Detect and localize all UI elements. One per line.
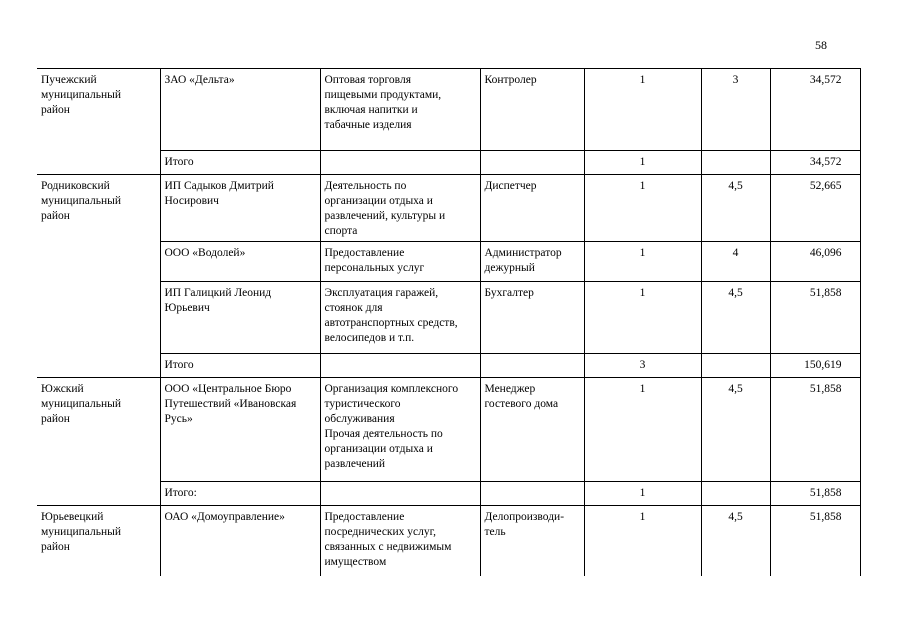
- position-cell: [480, 69, 584, 151]
- count-cell: 1: [584, 242, 701, 282]
- table-row: [37, 69, 860, 151]
- cell-line: обслуживания: [324, 413, 395, 425]
- position-cell: [480, 506, 584, 576]
- rate-cell: [701, 354, 770, 378]
- rate-cell: 4,5: [701, 175, 770, 242]
- district-cell: [37, 506, 160, 576]
- cell-line: Менеджер: [484, 383, 536, 395]
- count-cell: 1: [584, 69, 701, 151]
- cell-line: Путешествий «Ивановская: [164, 398, 297, 410]
- cell-line: район: [41, 104, 70, 116]
- cell-line: Администратор: [484, 247, 562, 259]
- cell-line: тель: [484, 526, 506, 538]
- cell-line: Предоставление: [324, 511, 405, 523]
- count-cell: 1: [584, 378, 701, 482]
- table-row: [37, 151, 860, 175]
- cell-line: район: [41, 210, 70, 222]
- rate-cell: 4,5: [701, 506, 770, 576]
- cell-line: ИП Садыков Дмитрий: [164, 180, 274, 192]
- cell-line: муниципальный: [41, 398, 122, 410]
- cell-line: ЗАО «Дельта»: [164, 74, 235, 86]
- cell-line: дежурный: [484, 262, 535, 274]
- district-cell: [37, 378, 160, 482]
- cell-line: Русь»: [164, 413, 193, 425]
- page-number: 58: [815, 38, 827, 52]
- cell-line: гостевого дома: [484, 398, 559, 410]
- cell-line: Эксплуатация гаражей,: [324, 287, 439, 299]
- cell-line: муниципальный: [41, 195, 122, 207]
- cell-line: Южский: [41, 383, 84, 395]
- cell-line: персональных услуг: [324, 262, 425, 274]
- cell-line: стоянок для: [324, 302, 383, 314]
- cell-line: Предоставление: [324, 247, 405, 259]
- rate-cell: 4,5: [701, 282, 770, 354]
- cell-line: связанных с недвижимым: [324, 541, 452, 553]
- activity-cell: [320, 69, 480, 151]
- district-cell: [37, 354, 160, 378]
- cell-line: Организация комплексного: [324, 383, 459, 395]
- count-cell: 1: [584, 482, 701, 506]
- position-cell: [480, 482, 584, 506]
- organization-cell: [160, 151, 320, 175]
- activity-cell: [320, 482, 480, 506]
- vacancy-table: [37, 68, 861, 576]
- cell-line: табачные изделия: [324, 119, 412, 131]
- position-cell: [480, 175, 584, 242]
- position-cell: [480, 354, 584, 378]
- sum-cell: 34,572: [770, 69, 860, 151]
- table-row: [37, 482, 860, 506]
- district-cell: [37, 69, 160, 151]
- cell-line: ООО «Центральное Бюро: [164, 383, 292, 395]
- district-cell: [37, 242, 160, 282]
- count-cell: 1: [584, 151, 701, 175]
- district-cell: [37, 482, 160, 506]
- cell-line: автотранспортных средств,: [324, 317, 458, 329]
- organization-cell: [160, 69, 320, 151]
- cell-line: пищевыми продуктами,: [324, 89, 442, 101]
- table-row: [37, 242, 860, 282]
- district-cell: [37, 175, 160, 242]
- cell-line: развлечений: [324, 458, 386, 470]
- cell-line: ООО «Водолей»: [164, 247, 246, 259]
- sum-cell: 46,096: [770, 242, 860, 282]
- cell-line: Контролер: [484, 74, 537, 86]
- cell-line: муниципальный: [41, 89, 122, 101]
- sum-cell: 150,619: [770, 354, 860, 378]
- position-cell: [480, 151, 584, 175]
- table-row: [37, 354, 860, 378]
- count-cell: 1: [584, 175, 701, 242]
- rate-cell: 3: [701, 69, 770, 151]
- rate-cell: 4: [701, 242, 770, 282]
- position-cell: [480, 242, 584, 282]
- cell-line: муниципальный: [41, 526, 122, 538]
- count-cell: 1: [584, 506, 701, 576]
- cell-line: организации отдыха и: [324, 195, 433, 207]
- rate-cell: [701, 482, 770, 506]
- cell-line: Деятельность по: [324, 180, 407, 192]
- cell-line: район: [41, 541, 70, 553]
- sum-cell: 51,858: [770, 378, 860, 482]
- cell-line: Оптовая торговля: [324, 74, 411, 86]
- cell-line: Юрьевецкий: [41, 511, 104, 523]
- cell-line: туристического: [324, 398, 401, 410]
- sum-cell: 51,858: [770, 282, 860, 354]
- organization-cell: [160, 242, 320, 282]
- cell-line: Делопроизводи-: [484, 511, 565, 523]
- sum-cell: 51,858: [770, 482, 860, 506]
- cell-line: Итого:: [164, 487, 197, 499]
- count-cell: 1: [584, 282, 701, 354]
- organization-cell: [160, 282, 320, 354]
- cell-line: Пучежский: [41, 74, 97, 86]
- cell-line: ОАО «Домоуправление»: [164, 511, 285, 523]
- district-cell: [37, 151, 160, 175]
- activity-cell: [320, 242, 480, 282]
- cell-line: Диспетчер: [484, 180, 537, 192]
- table-row: [37, 506, 860, 576]
- cell-line: ИП Галицкий Леонид: [164, 287, 272, 299]
- cell-line: имуществом: [324, 556, 387, 568]
- cell-line: спорта: [324, 225, 358, 237]
- cell-line: посреднических услуг,: [324, 526, 436, 538]
- cell-line: организации отдыха и: [324, 443, 433, 455]
- sum-cell: 52,665: [770, 175, 860, 242]
- activity-cell: [320, 378, 480, 482]
- cell-line: Юрьевич: [164, 302, 210, 314]
- cell-line: Итого: [164, 156, 194, 168]
- cell-line: Носирович: [164, 195, 219, 207]
- position-cell: [480, 282, 584, 354]
- rate-cell: [701, 151, 770, 175]
- sum-cell: 51,858: [770, 506, 860, 576]
- organization-cell: [160, 354, 320, 378]
- organization-cell: [160, 175, 320, 242]
- activity-cell: [320, 175, 480, 242]
- activity-cell: [320, 151, 480, 175]
- cell-line: велосипедов и т.п.: [324, 332, 415, 344]
- rate-cell: 4,5: [701, 378, 770, 482]
- table-row: [37, 378, 860, 482]
- cell-line: развлечений, культуры и: [324, 210, 446, 222]
- organization-cell: [160, 506, 320, 576]
- table-row: [37, 282, 860, 354]
- cell-line: район: [41, 413, 70, 425]
- sum-cell: 34,572: [770, 151, 860, 175]
- count-cell: 3: [584, 354, 701, 378]
- activity-cell: [320, 282, 480, 354]
- cell-line: Прочая деятельность по: [324, 428, 443, 440]
- organization-cell: [160, 482, 320, 506]
- position-cell: [480, 378, 584, 482]
- activity-cell: [320, 506, 480, 576]
- activity-cell: [320, 354, 480, 378]
- cell-line: Родниковский: [41, 180, 110, 192]
- organization-cell: [160, 378, 320, 482]
- cell-line: Бухгалтер: [484, 287, 534, 299]
- cell-line: Итого: [164, 359, 194, 371]
- district-cell: [37, 282, 160, 354]
- table-row: [37, 175, 860, 242]
- cell-line: включая напитки и: [324, 104, 418, 116]
